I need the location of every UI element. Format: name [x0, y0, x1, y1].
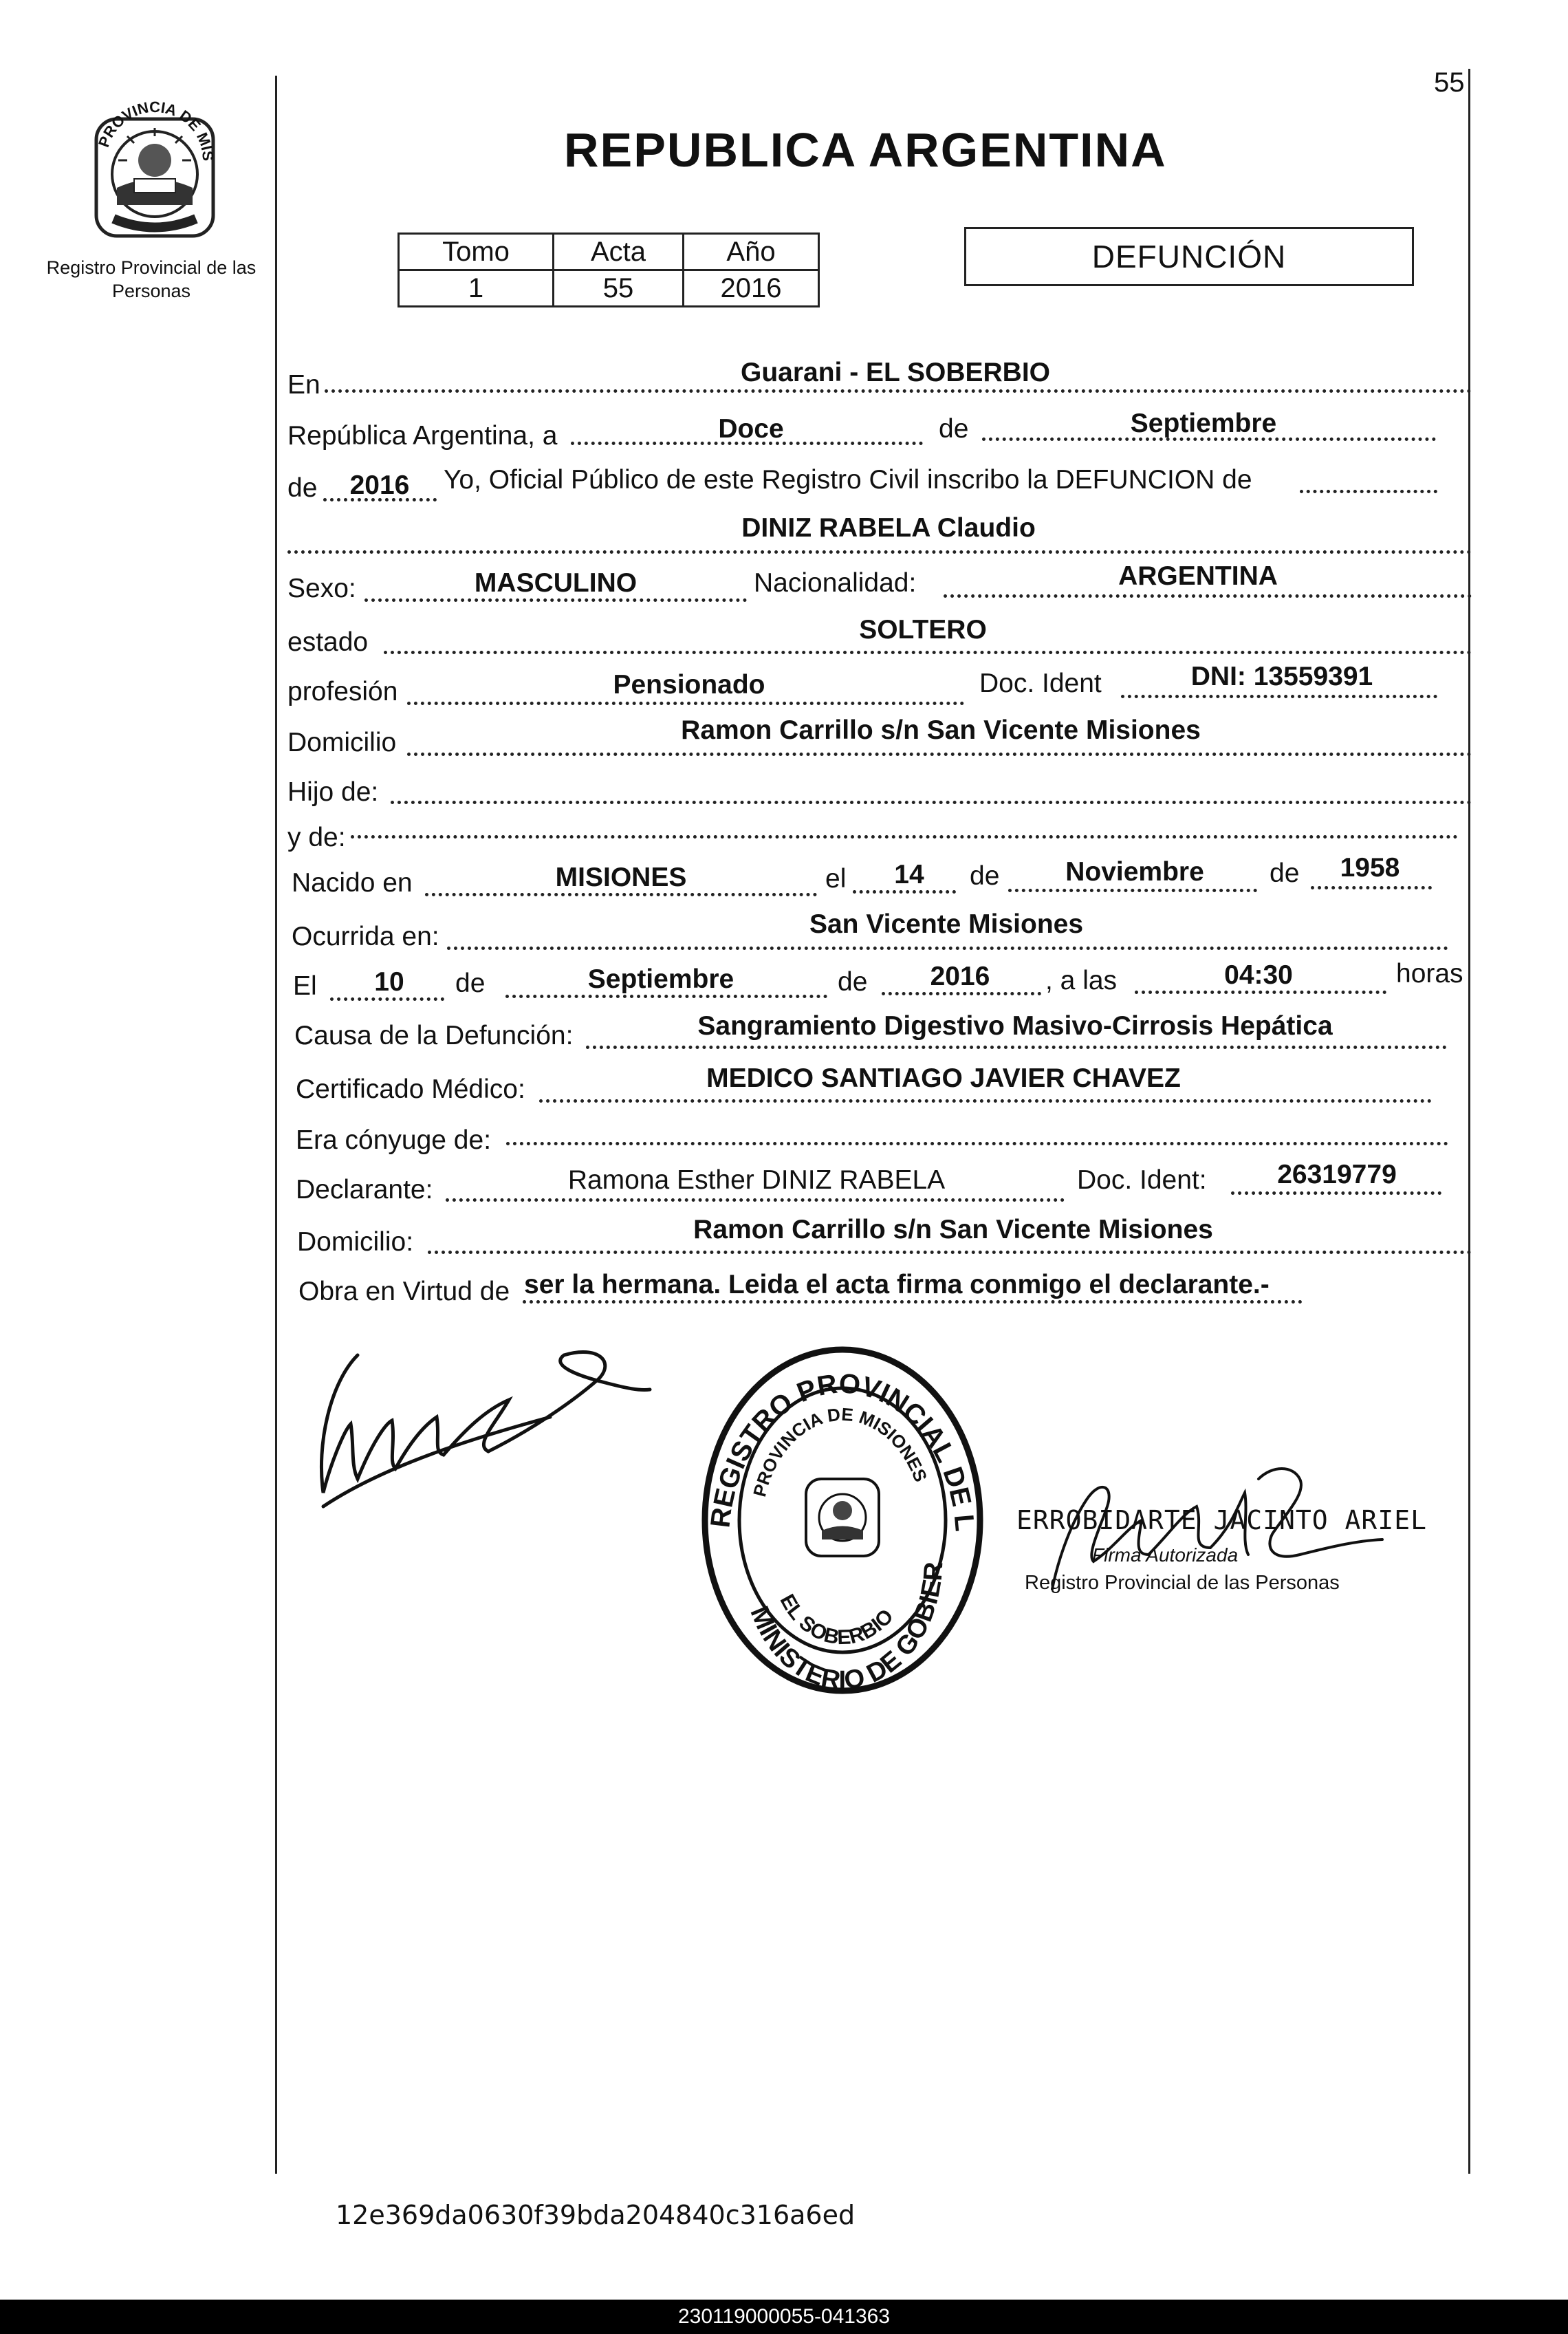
page-number: 55	[1434, 67, 1465, 98]
doc-ident-value-2: 26319779	[1277, 1160, 1397, 1189]
birth-year-dotted-line	[1311, 886, 1432, 889]
profesion-value: Pensionado	[613, 670, 765, 700]
year-value: 2016	[349, 471, 410, 500]
estado-dotted-line	[384, 651, 1472, 654]
death-time-dotted-line	[1135, 991, 1386, 994]
nacido-label: Nacido en	[292, 868, 413, 898]
official-role: Firma Autorizada	[1092, 1544, 1239, 1566]
conyuge-label: Era cónyuge de:	[296, 1125, 492, 1155]
svg-text:EL SOBERBIO	[775, 1590, 897, 1649]
page-title: REPUBLICA ARGENTINA	[564, 123, 1167, 177]
doc-type-box: DEFUNCIÓN	[964, 227, 1414, 286]
a-las-label: , a las	[1045, 966, 1118, 995]
causa-dotted-line	[586, 1046, 1447, 1049]
certificado-value: MEDICO SANTIAGO JAVIER CHAVEZ	[706, 1063, 1181, 1093]
doc-ident-label-2: Doc. Ident:	[1077, 1165, 1207, 1195]
anio-value: 2016	[684, 270, 819, 307]
horas-label: horas	[1396, 959, 1463, 988]
domicilio-value-2: Ramon Carrillo s/n San Vicente Misiones	[693, 1215, 1213, 1244]
el-label: el	[825, 864, 847, 894]
registry-caption: Registro Provincial de las Personas	[46, 257, 257, 301]
hijo-label: Hijo de:	[287, 777, 379, 807]
anio-header: Año	[684, 234, 819, 270]
deceased-name-value: DINIZ RABELA Claudio	[741, 513, 1036, 543]
doc-ident-2-dotted-line	[1231, 1191, 1441, 1195]
nacionalidad-dotted-line	[944, 594, 1472, 598]
name-dotted-line	[287, 550, 1472, 554]
de-label-3: de	[970, 861, 1000, 891]
ocurrida-value: San Vicente Misiones	[809, 909, 1084, 939]
domicilio-dotted-line	[407, 753, 1472, 756]
inscribo-text: Yo, Oficial Público de este Registro Civil inscribo la DEFUNCION de	[444, 465, 1252, 495]
obra-value: ser la hermana. Leida el acta firma conmigo el declarante.-	[524, 1270, 1270, 1299]
official-org: Registro Provincial de las Personas	[1025, 1572, 1340, 1594]
domicilio-label-2: Domicilio:	[297, 1227, 414, 1257]
tomo-header: Tomo	[399, 234, 554, 270]
causa-value: Sangramiento Digestivo Masivo-Cirrosis Hepática	[697, 1011, 1333, 1041]
estado-value: SOLTERO	[859, 615, 987, 645]
stamp-inner-text: PROVINCIA DE MISIONES	[749, 1403, 932, 1499]
y-de-label: y de:	[287, 823, 346, 852]
birth-day-dotted-line	[853, 890, 956, 894]
official-name: ERROBIDARTE JACINTO ARIEL	[1016, 1505, 1427, 1535]
logo-text: PROVINCIA DE MIS	[95, 98, 217, 162]
nacionalidad-value: ARGENTINA	[1118, 561, 1278, 591]
nacido-dotted-line	[425, 893, 817, 896]
sexo-value: MASCULINO	[474, 568, 638, 598]
province-seal-logo	[76, 88, 234, 246]
de-label-2: de	[287, 473, 318, 503]
en-value: Guarani - EL SOBERBIO	[740, 358, 1051, 387]
en-dotted-line	[325, 389, 1472, 393]
ocurrida-label: Ocurrida en:	[292, 922, 439, 951]
causa-label: Causa de la Defunción:	[294, 1021, 574, 1050]
conyuge-dotted-line	[506, 1142, 1448, 1145]
record-table-values	[399, 270, 819, 307]
domicilio-value: Ramon Carrillo s/n San Vicente Misiones	[681, 715, 1201, 745]
hijo-dotted-line	[391, 801, 1472, 804]
doc-ident-value: DNI: 13559391	[1190, 662, 1373, 691]
domicilio-2-dotted-line	[428, 1251, 1472, 1254]
obra-label: Obra en Virtud de	[298, 1277, 510, 1306]
inscribo-dotted-line	[1300, 490, 1437, 493]
death-day-value: 10	[374, 967, 404, 997]
certificado-label: Certificado Médico:	[296, 1074, 525, 1104]
doc-ident-dotted-line	[1121, 695, 1437, 698]
registry-stamp	[695, 1341, 990, 1699]
certificado-dotted-line	[539, 1099, 1432, 1103]
death-year-dotted-line	[882, 992, 1041, 995]
de-label-5: de	[455, 969, 486, 998]
declarante-value: Ramona Esther DINIZ RABELA	[567, 1165, 946, 1195]
sexo-label: Sexo:	[287, 574, 356, 603]
declarante-label: Declarante:	[296, 1175, 433, 1204]
death-month-dotted-line	[505, 995, 827, 998]
document-hash: 12e369da0630f39bda204840c316a6ed	[336, 2200, 856, 2230]
death-year-value: 2016	[930, 962, 990, 991]
stamp-city-text: EL SOBERBIO	[775, 1590, 898, 1650]
profesion-dotted-line	[407, 702, 964, 705]
month-value: Septiembre	[1130, 409, 1277, 438]
record-table	[398, 233, 820, 307]
right-margin-line	[1468, 69, 1470, 2174]
en-label: En	[287, 370, 320, 400]
domicilio-label: Domicilio	[287, 728, 397, 757]
left-margin-line	[275, 76, 277, 2174]
nacionalidad-label: Nacionalidad:	[754, 568, 917, 598]
y-de-dotted-line	[351, 835, 1458, 839]
stamp-outer-text: REGISTRO PROVINCIAL DE L	[705, 1368, 980, 1533]
stamp-ministry-text: MINISTERIO DE GOBIER	[744, 1561, 949, 1696]
declarant-signature	[303, 1328, 660, 1534]
death-month-value: Septiembre	[587, 964, 734, 994]
birth-month-value: Noviembre	[1065, 857, 1204, 887]
sexo-dotted-line	[364, 598, 747, 602]
ocurrida-dotted-line	[447, 947, 1448, 950]
declarante-dotted-line	[446, 1198, 1065, 1202]
birth-month-dotted-line	[1008, 889, 1257, 892]
de-label-6: de	[838, 967, 868, 997]
death-time-value: 04:30	[1224, 960, 1293, 990]
nacido-value: MISIONES	[555, 863, 687, 892]
profesion-label: profesión	[287, 677, 398, 706]
birth-day-value: 14	[894, 860, 924, 889]
day-word-value: Doce	[718, 414, 784, 444]
birth-year-value: 1958	[1340, 853, 1400, 883]
record-table-header	[399, 234, 819, 270]
death-day-dotted-line	[330, 997, 444, 1001]
doc-ident-label: Doc. Ident	[979, 669, 1102, 698]
el-label-2: El	[293, 971, 317, 1001]
obra-dotted-line	[523, 1300, 1303, 1304]
de-label: de	[939, 414, 969, 444]
acta-value: 55	[554, 270, 684, 307]
tomo-value: 1	[399, 270, 554, 307]
republica-label: República Argentina, a	[287, 421, 558, 451]
footer-code-bar: 230119000055-041363	[0, 2300, 1568, 2334]
acta-header: Acta	[554, 234, 684, 270]
estado-label: estado	[287, 627, 369, 657]
de-label-4: de	[1270, 858, 1300, 888]
